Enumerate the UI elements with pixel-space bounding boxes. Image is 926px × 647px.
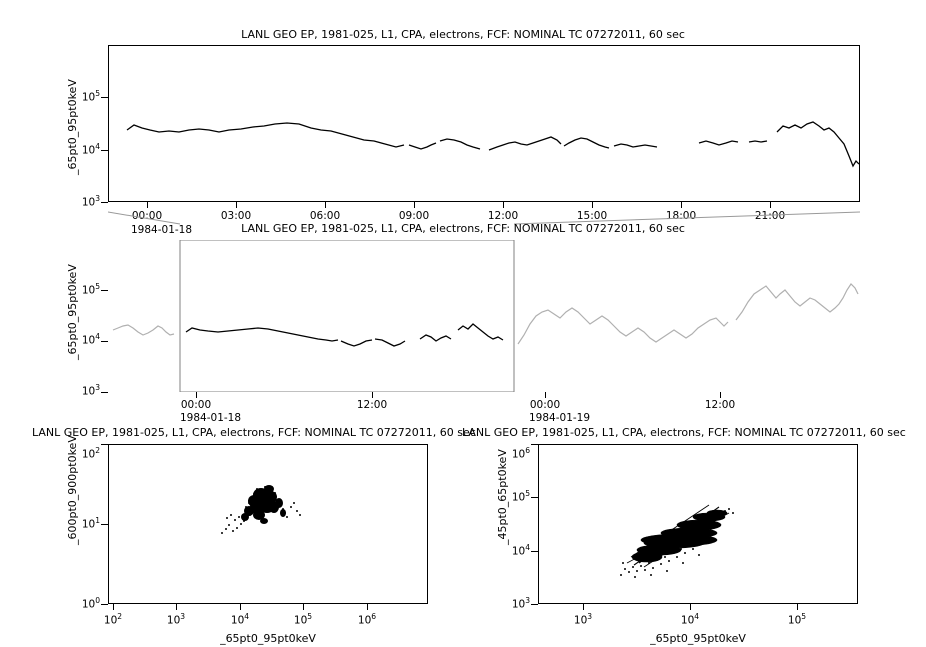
- panel1-xtick-0: 00:00: [131, 210, 163, 222]
- panel2-xtick-mark-2: [545, 392, 546, 398]
- panel3-xtick-1e5: $10^5$: [293, 612, 313, 627]
- panel2-date-annotation-2: 1984-01-19: [529, 412, 591, 424]
- panel2-ytick-mark-1e4: [101, 341, 108, 342]
- panel2-xtick-0: 00:00: [180, 399, 212, 411]
- panel1-xtick-1: 03:00: [220, 210, 252, 222]
- panel4-ytick-mark-1e3: [531, 604, 538, 605]
- panel4-xtick-1e3: $10^3$: [573, 612, 593, 627]
- panel1-date-annotation: 1984-01-18: [131, 224, 193, 236]
- panel1-xtick-4: 12:00: [487, 210, 519, 222]
- panel1-title: LANL GEO EP, 1981-025, L1, CPA, electrons, FCF: NOMINAL TC 07272011, 60 sec: [241, 28, 685, 41]
- panel4-xtick-1e5: $10^5$: [787, 612, 807, 627]
- panel2-xtick-3: 12:00: [704, 399, 736, 411]
- panel2-xtick-mark-1: [372, 392, 373, 398]
- panel3-ytick-1e1: $10^1$: [81, 516, 100, 531]
- panel4-xtick-mark-1e4: [690, 604, 691, 610]
- panel3-ytick-mark-1e0: [101, 604, 108, 605]
- panel1-xtick-7: 21:00: [754, 210, 786, 222]
- panel2-ytick-1e5: $10^5$: [81, 282, 100, 297]
- panel4-ytick-1e6: $10^6$: [511, 446, 530, 461]
- panel4-ytick-mark-1e5: [531, 497, 538, 498]
- panel4-xtick-mark-1e5: [797, 604, 798, 610]
- panel4-xlabel: _65pt0_95pt0keV: [650, 632, 746, 645]
- panel2-ylabel: _65pt0_95pt0keV: [66, 264, 79, 360]
- panel2-title: LANL GEO EP, 1981-025, L1, CPA, electrons, FCF: NOMINAL TC 07272011, 60 sec: [241, 222, 685, 235]
- panel3-xtick-mark-1e6: [367, 604, 368, 610]
- panel2-xtick-2: 00:00: [529, 399, 561, 411]
- panel2-xtick-mark-3: [720, 392, 721, 398]
- panel2-xtick-1: 12:00: [356, 399, 388, 411]
- panel4-xtick-mark-1e3: [583, 604, 584, 610]
- panel3-title: LANL GEO EP, 1981-025, L1, CPA, electrons, FCF: NOMINAL TC 07272011, 60 sec: [32, 426, 476, 439]
- panel3-ytick-1e0: $10^0$: [81, 596, 100, 611]
- panel3-xtick-mark-1e3: [176, 604, 177, 610]
- panel1-ytick-mark-1e4: [101, 150, 108, 151]
- panel1-ytick-1e3: $10^3$: [81, 194, 100, 209]
- panel2-date-annotation-1: 1984-01-18: [180, 412, 242, 424]
- panel1-ytick-mark-1e5: [101, 97, 108, 98]
- panel3-xtick-mark-1e4: [240, 604, 241, 610]
- panel1-plot-area[interactable]: [108, 45, 860, 202]
- panel3-ylabel: _600pt0_900pt0keV: [66, 435, 79, 545]
- panel1-ylabel: _65pt0_95pt0keV: [66, 79, 79, 175]
- panel4-ytick-1e3: $10^3$: [511, 596, 530, 611]
- panel4-ytick-mark-1e6: [531, 444, 538, 445]
- panel3-xtick-mark-1e2: [113, 604, 114, 610]
- panel2-plot-area[interactable]: [108, 240, 860, 392]
- panel3-ytick-1e2: $10^2$: [81, 446, 100, 461]
- panel1-ytick-1e5: $10^5$: [81, 89, 100, 104]
- panel4-data-svg: [539, 445, 858, 604]
- panel3-data-svg: [109, 445, 428, 604]
- panel3-xtick-1e4: $10^4$: [230, 612, 250, 627]
- panel3-xtick-1e2: $10^2$: [103, 612, 123, 627]
- panel4-xtick-1e4: $10^4$: [680, 612, 700, 627]
- panel3-xlabel: _65pt0_95pt0keV: [220, 632, 316, 645]
- panel1-xtick-2: 06:00: [309, 210, 341, 222]
- panel1-xtick-3: 09:00: [398, 210, 430, 222]
- panel1-data-svg: [109, 46, 860, 202]
- panel3-ytick-mark-1e1: [101, 524, 108, 525]
- panel3-xtick-1e3: $10^3$: [166, 612, 186, 627]
- panel4-plot-area[interactable]: [538, 444, 858, 604]
- panel4-ytick-1e4: $10^4$: [511, 543, 530, 558]
- panel2-xtick-mark-0: [196, 392, 197, 398]
- panel2-ytick-mark-1e5: [101, 290, 108, 291]
- panel3-xtick-1e6: $10^6$: [357, 612, 377, 627]
- panel4-ytick-mark-1e4: [531, 551, 538, 552]
- panel2-data-svg: [108, 240, 860, 392]
- panel2-ytick-mark-1e3: [101, 392, 108, 393]
- panel4-ylabel: _45pt0_65pt0keV: [496, 449, 509, 545]
- panel4-title: LANL GEO EP, 1981-025, L1, CPA, electrons, FCF: NOMINAL TC 07272011, 60 sec: [462, 426, 906, 439]
- panel1-xtick-5: 15:00: [576, 210, 608, 222]
- panel2-ytick-1e3: $10^3$: [81, 383, 100, 398]
- panel1-ytick-mark-1e3: [101, 202, 108, 203]
- panel2-ytick-1e4: $10^4$: [81, 332, 100, 347]
- panel3-plot-area[interactable]: [108, 444, 428, 604]
- panel1-xtick-6: 18:00: [665, 210, 697, 222]
- panel3-xtick-mark-1e5: [303, 604, 304, 610]
- panel1-ytick-1e4: $10^4$: [81, 142, 100, 157]
- panel4-ytick-1e5: $10^5$: [511, 489, 530, 504]
- selection-box: [180, 240, 514, 392]
- panel3-ytick-mark-1e2: [101, 444, 108, 445]
